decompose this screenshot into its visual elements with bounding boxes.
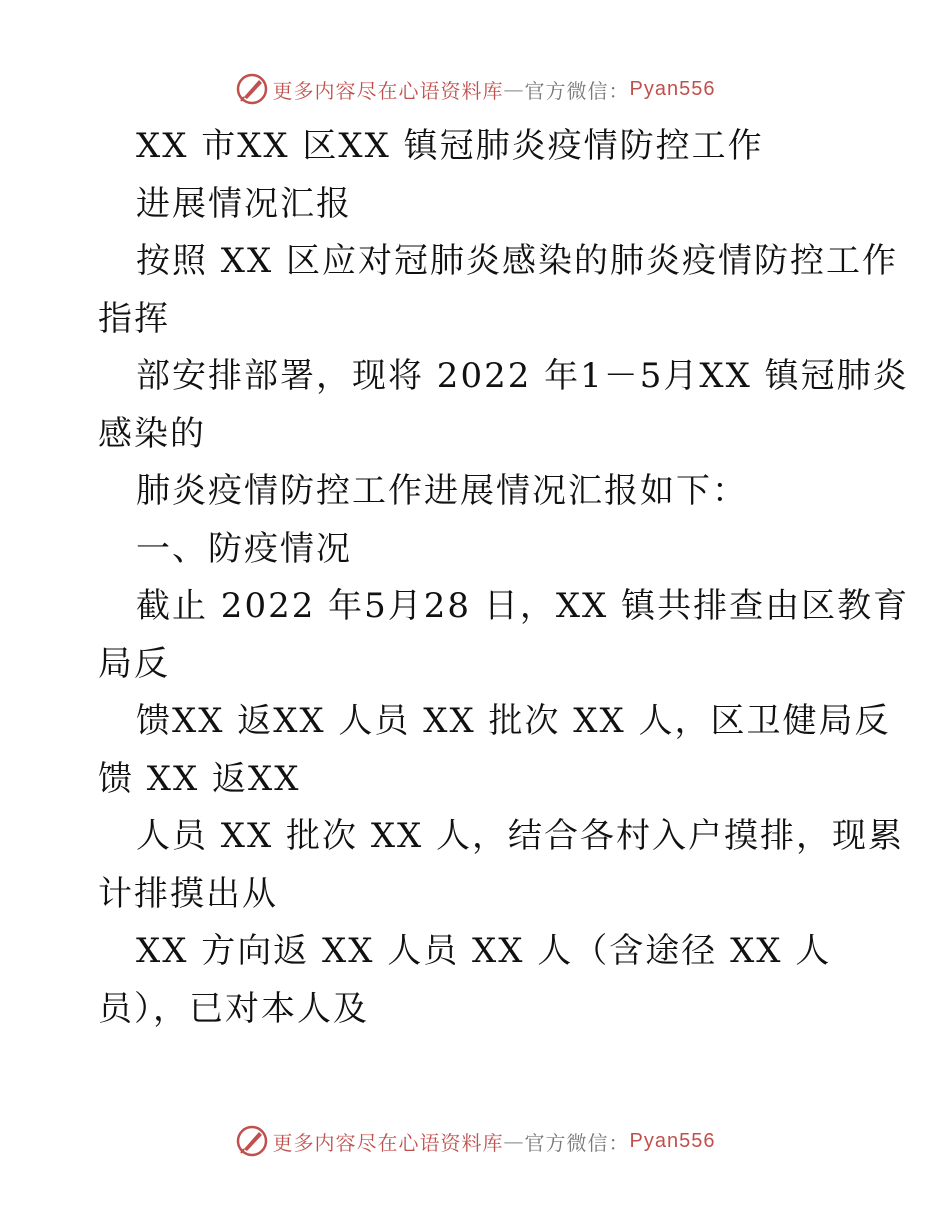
document-body [98, 118, 910, 1038]
watermark-wechat-label: 官方微信： [524, 78, 630, 103]
footer-watermark [0, 1124, 950, 1158]
paragraph-line: 指挥 [98, 298, 170, 339]
document-title-line: XX 市XX 区XX 镇冠肺炎疫情防控工作 [136, 126, 764, 166]
paragraph-line: 局反 [98, 643, 170, 684]
paragraph-line: 截止 2022 年5月28 日，XX 镇共排查由区教育 [136, 586, 910, 626]
watermark-separator: — [503, 77, 525, 101]
section-heading: 一、防疫情况 [136, 528, 352, 569]
paragraph-line: 计排摸出从 [98, 873, 278, 914]
paragraph-line: 人员 XX 批次 XX 人，结合各村入户摸排，现累 [136, 816, 905, 856]
feather-pen-logo-icon [235, 1124, 269, 1158]
paragraph-line: 员），已对本人及 [98, 988, 369, 1029]
document-title-line: 进展情况汇报 [136, 183, 352, 224]
watermark-wechat-id: Pyan556 [629, 77, 716, 100]
header-watermark [0, 72, 950, 106]
watermark-wechat-id: Pyan556 [629, 1129, 716, 1152]
watermark-wechat-label: 官方微信： [524, 1130, 630, 1155]
paragraph-line: 肺炎疫情防控工作进展情况汇报如下： [136, 471, 748, 511]
paragraph-line: 按照 XX 区应对冠肺炎感染的肺炎疫情防控工作 [136, 241, 899, 281]
paragraph-line: 馈XX 返XX 人员 XX 批次 XX 人，区卫健局反 [136, 701, 891, 741]
paragraph-line: 感染的 [98, 413, 206, 454]
watermark-library-text: 更多内容尽在心语资料库 [272, 1130, 504, 1155]
feather-pen-logo-icon [235, 72, 269, 106]
paragraph-line: XX 方向返 XX 人员 XX 人（含途径 XX 人 [136, 931, 832, 971]
paragraph-line: 部安排部署，现将 2022 年1－5月XX 镇冠肺炎 [136, 356, 909, 396]
watermark-separator: — [503, 1129, 525, 1153]
paragraph-line: 馈 XX 返XX [98, 758, 301, 799]
watermark-library-text: 更多内容尽在心语资料库 [272, 78, 504, 103]
